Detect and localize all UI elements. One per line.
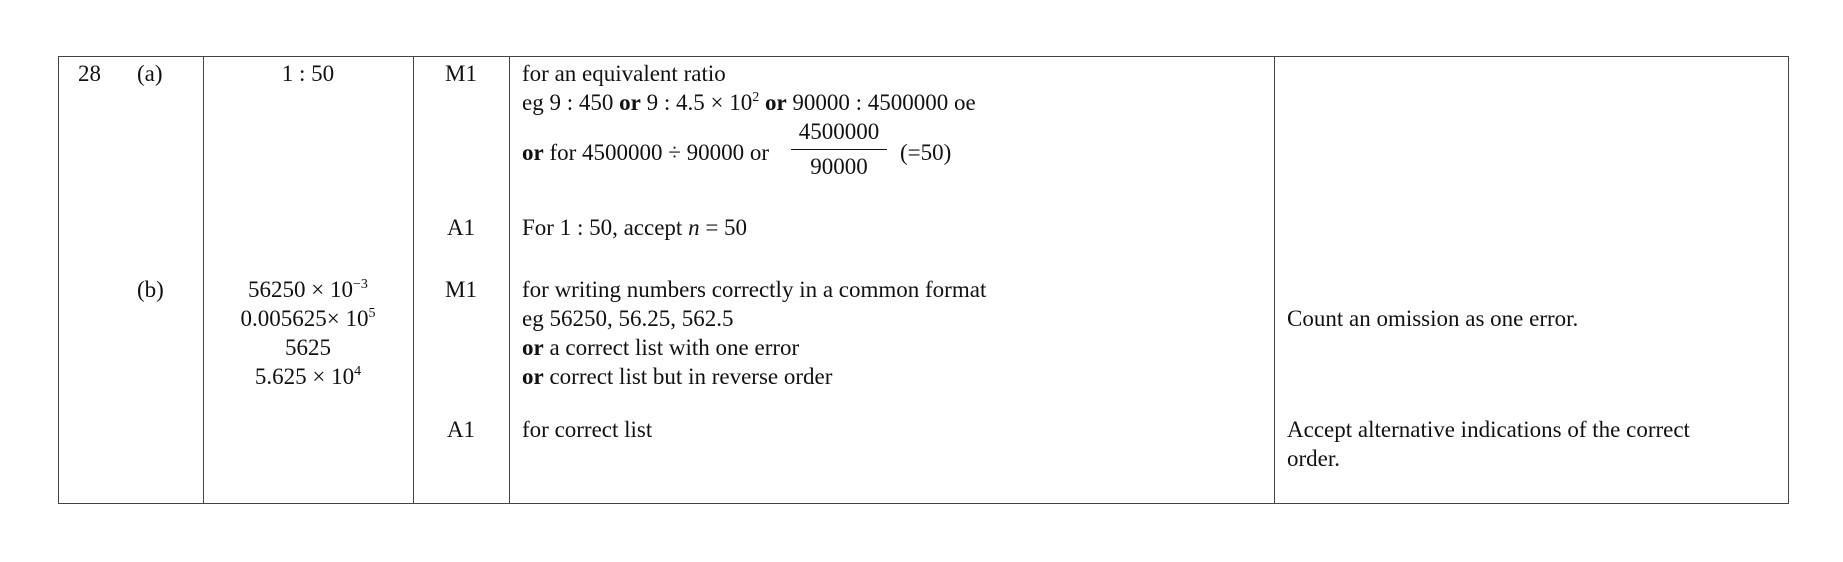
mark-text: (=50) xyxy=(900,140,952,165)
mark-text: eg 56250, 56.25, 562.5 xyxy=(522,306,734,331)
question-number: 28 xyxy=(78,61,101,86)
column-divider xyxy=(1274,57,1275,503)
answer-item: 5625 xyxy=(285,335,331,360)
mark-text: for correct list xyxy=(522,417,653,442)
mark-text: for an equivalent ratio xyxy=(522,61,726,86)
mark-text: for writing numbers correctly in a common format xyxy=(522,277,987,302)
answer-item: $56250 \times 10^{-3}$ xyxy=(248,277,368,302)
mark-text: eg 9 : 450 or 9 : $4.5 \times 10^2$ or 90000 : 4500000 oe xyxy=(522,90,976,115)
fraction-denominator: 90000 xyxy=(810,154,868,179)
part-b-label: (b) xyxy=(137,277,164,302)
part-b-answer-list xyxy=(203,275,413,391)
mark-text: or correct list but in reverse order xyxy=(522,364,833,389)
additional-guidance: Count an omission as one error. xyxy=(1287,306,1579,331)
mark-text: or for 4500000 ÷ 90000 or xyxy=(522,140,770,165)
additional-guidance xyxy=(1287,415,1690,473)
mark-text: or a correct list with one error xyxy=(522,335,800,360)
mark-code: M1 xyxy=(445,61,477,86)
part-a-label: (a) xyxy=(137,61,163,86)
part-a-answer: 1 : 50 xyxy=(281,61,335,86)
answer-item: $5.625 \times 10^4$ xyxy=(254,364,362,389)
guidance-line: order. xyxy=(1287,446,1341,471)
fraction-numerator: 4500000 xyxy=(798,119,880,144)
guidance-line: Accept alternative indications of the correct xyxy=(1287,417,1690,442)
mark-text-block xyxy=(522,275,986,391)
fraction xyxy=(791,117,887,182)
answer-item: $0.005625\times 10^5$ xyxy=(240,306,376,331)
mark-text: For 1 : 50, accept n = 50 xyxy=(522,215,748,240)
mark-code: A1 xyxy=(446,417,476,442)
mark-scheme-table xyxy=(58,56,1789,504)
mark-code: M1 xyxy=(445,277,477,302)
fraction-bar xyxy=(791,149,887,150)
column-divider xyxy=(509,57,510,503)
mark-code: A1 xyxy=(446,215,476,240)
